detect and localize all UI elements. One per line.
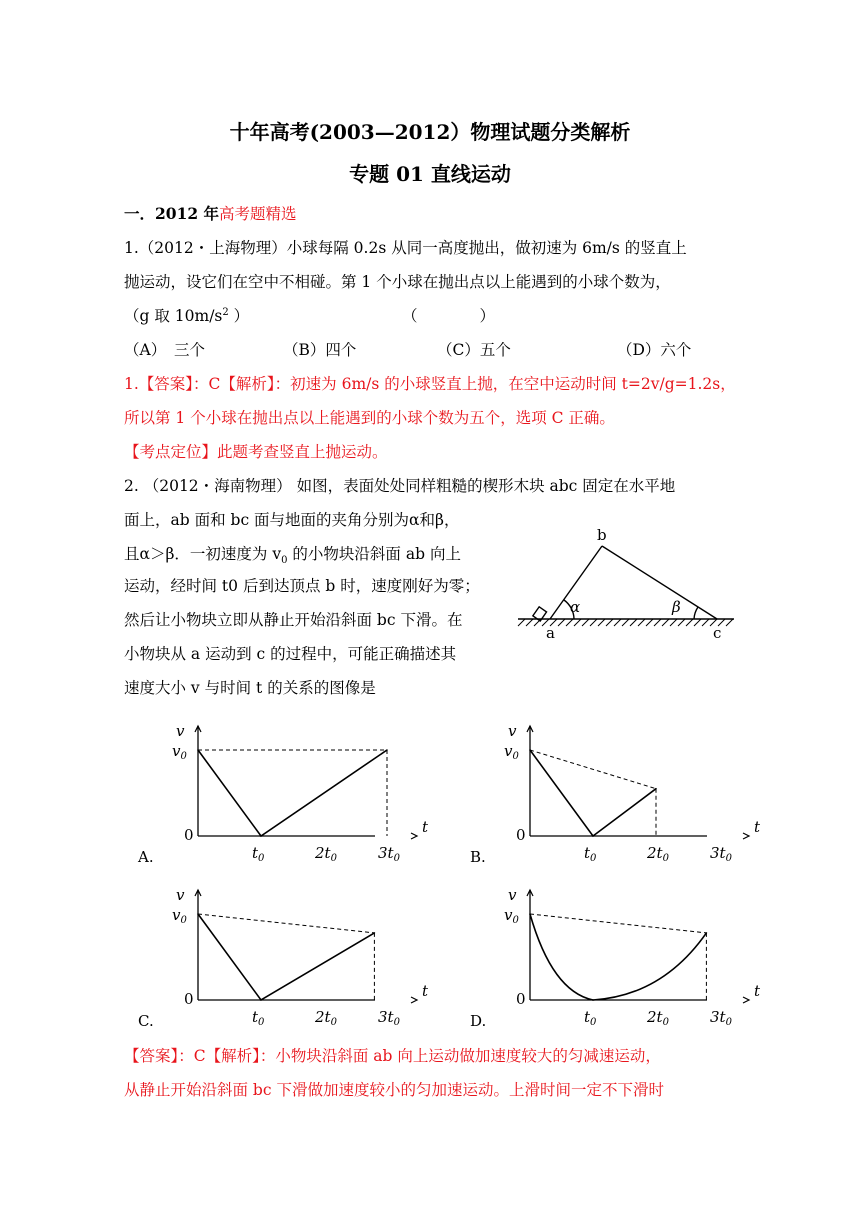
data-point	[655, 788, 657, 790]
dashed-guide-horizontal	[530, 914, 706, 933]
q1-line3	[124, 304, 249, 326]
q2-line3	[124, 542, 461, 566]
tick-label-1: $t_0$	[584, 1008, 597, 1028]
option-letter: C.	[138, 1012, 154, 1030]
data-point	[529, 913, 531, 915]
v0-label: $v_0$	[172, 906, 187, 926]
tick-label-2: $2t_0$	[647, 1008, 669, 1028]
label-c: c	[713, 624, 722, 642]
label-b: b	[597, 526, 607, 544]
q2-line4: 运动，经时间 t0 后到达顶点 b 时，速度刚好为零；	[124, 577, 480, 595]
data-point	[706, 932, 708, 934]
graph-a	[130, 718, 429, 866]
q1-answer-blank: （ ）	[402, 307, 496, 325]
tick-label-1: $t_0$	[252, 844, 265, 864]
tick-label-3: $3t_0$	[710, 844, 732, 864]
option-letter: D.	[470, 1012, 487, 1030]
x-axis-label: t	[422, 818, 429, 836]
data-point	[260, 999, 262, 1001]
graph-c	[130, 882, 429, 1030]
q1-answer-line1: 1.【答案】：C【解析】：初速为 6m/s 的小球竖直上抛，在空中运动时间 t=2v/g=1.2s，	[124, 375, 736, 393]
wedge-face-bc	[602, 546, 717, 619]
dashed-guide-horizontal	[530, 750, 656, 789]
x-arrow-icon	[411, 833, 417, 839]
q1-answer-line2: 所以第 1 个小球在抛出点以上能遇到的小球个数为五个，选项 C 正确。	[124, 409, 615, 427]
q1-line3-sup: 2	[222, 306, 229, 318]
velocity-curve	[530, 914, 706, 1000]
section-highlight: 高考题精选	[219, 205, 297, 223]
q1-option-b: （B）四个	[283, 341, 357, 359]
v0-label: $v_0$	[504, 906, 519, 926]
v0-label: $v_0$	[504, 742, 519, 762]
tick-label-3: $3t_0$	[710, 1008, 732, 1028]
wedge-diagram	[512, 522, 744, 640]
v0-label: $v_0$	[172, 742, 187, 762]
q2-line3-b: 的小物块沿斜面 ab 向上	[287, 545, 461, 563]
label-alpha: α	[570, 598, 581, 616]
y-axis-label: v	[176, 886, 185, 904]
section-prefix: 一．2012 年	[124, 204, 220, 223]
x-arrow-icon	[743, 997, 749, 1003]
velocity-curve	[530, 750, 656, 836]
label-a: a	[546, 624, 555, 642]
y-axis-label: v	[508, 722, 517, 740]
q2-line2: 面上，ab 面和 bc 面与地面的夹角分别为α和β，	[124, 511, 460, 529]
q2-line6: 小物块从 a 运动到 c 的过程中，可能正确描述其	[124, 645, 457, 663]
data-point	[197, 913, 199, 915]
dashed-guide-horizontal	[198, 914, 374, 933]
origin-label: 0	[516, 990, 526, 1008]
q1-line3-a: （g 取 10m/s	[124, 307, 223, 325]
data-point	[197, 749, 199, 751]
graph-d	[462, 882, 761, 1030]
y-axis-label: v	[176, 722, 185, 740]
graph-b	[462, 718, 761, 866]
label-beta: β	[672, 598, 681, 616]
q1-line1: 1.（2012・上海物理）小球每隔 0.2s 从同一高度抛出，做初速为 6m/s 的竖直上	[124, 239, 687, 257]
tick-label-1: $t_0$	[584, 844, 597, 864]
q1-line2: 抛运动，设它们在空中不相碰。第 1 个小球在抛出点以上能遇到的小球个数为，	[124, 273, 671, 291]
q1-option-a: （A） 三个	[124, 341, 205, 359]
q2-line7: 速度大小 v 与时间 t 的关系的图像是	[124, 679, 376, 697]
data-point	[386, 749, 388, 751]
tick-label-2: $2t_0$	[315, 1008, 337, 1028]
q2-line3-a: 且α＞β．一初速度为 v	[124, 545, 282, 563]
data-point	[374, 932, 376, 934]
data-point	[592, 999, 594, 1001]
q1-option-c: （C）五个	[437, 341, 511, 359]
x-arrow-icon	[411, 997, 417, 1003]
page-title: 十年高考(2003—2012）物理试题分类解析	[229, 120, 631, 144]
y-axis-label: v	[508, 886, 517, 904]
q2-line1: 2. （2012・海南物理） 如图，表面处处同样粗糙的楔形木块 abc 固定在水平地	[124, 477, 676, 495]
q2-line5: 然后让小物块立即从静止开始沿斜面 bc 下滑。在	[124, 611, 463, 629]
tick-label-2: $2t_0$	[647, 844, 669, 864]
option-letter: A.	[138, 848, 154, 866]
q2-answer-line2: 从静止开始沿斜面 bc 下滑做加速度较小的匀加速运动。上滑时间一定不下滑时	[124, 1081, 664, 1099]
data-point	[260, 835, 262, 837]
q1-line3-b: ）	[228, 307, 250, 325]
x-axis-label: t	[422, 982, 429, 1000]
q2-answer-line1: 【答案】：C【解析】：小物块沿斜面 ab 向上运动做加速度较大的匀减速运动，	[124, 1047, 661, 1065]
q2-line3-sub: 0	[281, 555, 288, 567]
beta-arc	[694, 607, 698, 619]
tick-label-1: $t_0$	[252, 1008, 265, 1028]
origin-label: 0	[516, 826, 526, 844]
q1-option-d: （D）六个	[617, 341, 692, 359]
x-arrow-icon	[743, 833, 749, 839]
q1-knowledge-point: 【考点定位】此题考查竖直上抛运动。	[124, 443, 388, 461]
velocity-curve	[198, 914, 374, 1000]
tick-label-3: $3t_0$	[378, 844, 400, 864]
section-heading	[124, 202, 297, 224]
origin-label: 0	[184, 990, 194, 1008]
x-axis-label: t	[754, 982, 761, 1000]
option-letter: B.	[470, 848, 486, 866]
velocity-curve	[198, 750, 387, 836]
origin-label: 0	[184, 826, 194, 844]
page-subtitle: 专题 01 直线运动	[349, 162, 511, 186]
tick-label-3: $3t_0$	[378, 1008, 400, 1028]
data-point	[529, 749, 531, 751]
x-axis-label: t	[754, 818, 761, 836]
data-point	[592, 835, 594, 837]
tick-label-2: $2t_0$	[315, 844, 337, 864]
